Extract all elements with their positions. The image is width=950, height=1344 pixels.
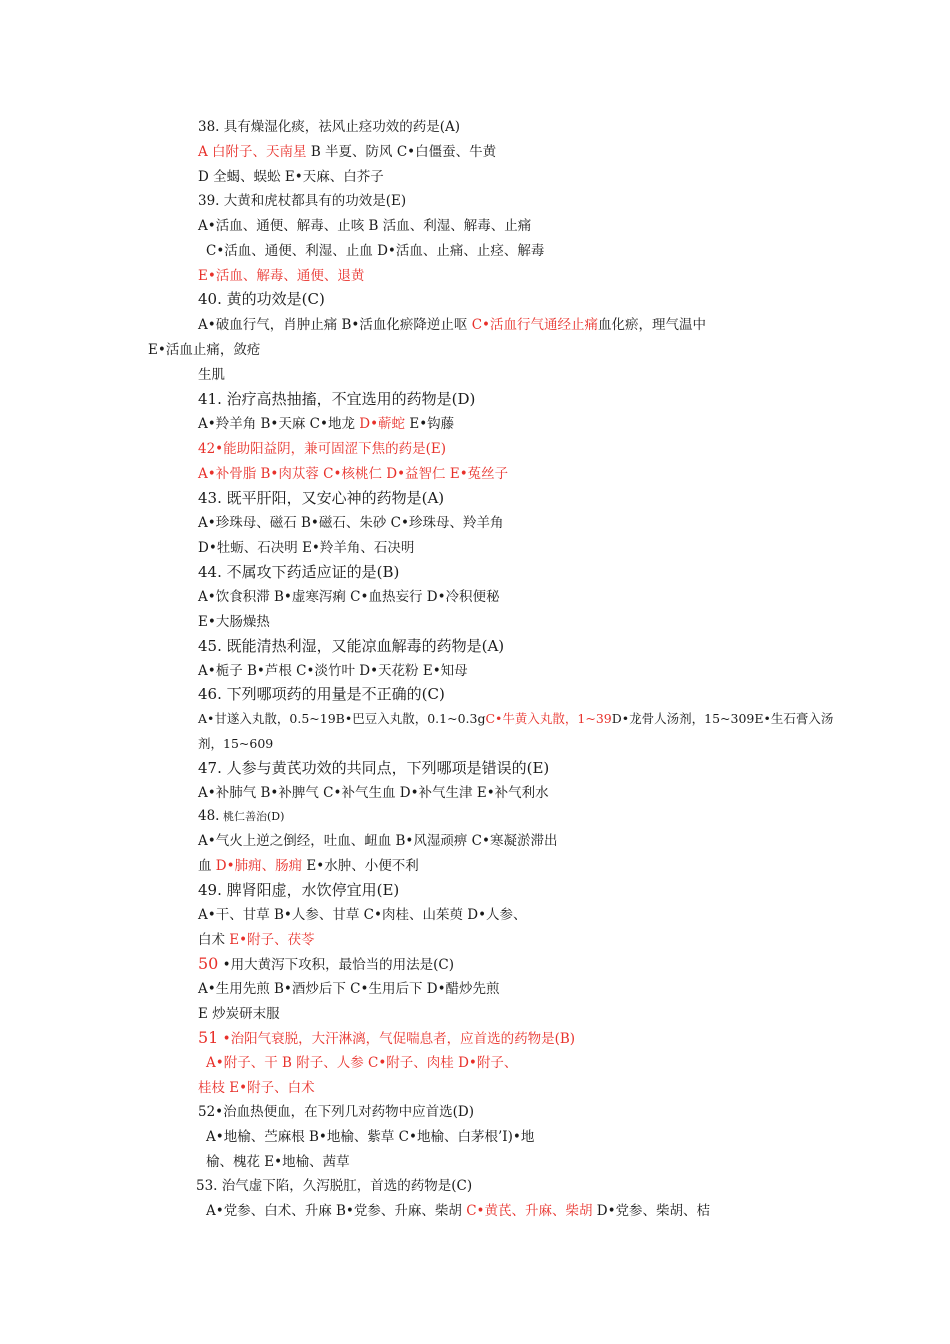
line-text: 40. 黄的功效是(C) <box>198 290 325 308</box>
line-text: •用大黄泻下攻积，最恰当的用法是(C) <box>218 957 454 973</box>
answer-text: C•黄芪、升麻、柴胡 <box>466 1203 593 1219</box>
text-line <box>206 242 766 260</box>
text-line <box>198 637 758 655</box>
line-text: 榆、槐花 E•地榆、茜草 <box>206 1154 350 1170</box>
text-line <box>198 710 834 728</box>
line-text: A•栀子 B•芦根 C•淡竹叶 D•天花粉 E•知母 <box>198 663 468 679</box>
line-text: D•党参、柴胡、桔 <box>592 1203 711 1219</box>
text-line <box>198 539 758 557</box>
answer-text: C•活血行气通经止痛 <box>471 317 598 333</box>
text-line <box>198 366 758 384</box>
text-line <box>198 168 758 186</box>
text-line <box>198 415 758 433</box>
text-line <box>198 784 758 802</box>
line-text: 39. 大黄和虎杖都具有的功效是(E) <box>198 193 407 209</box>
line-text: A•气火上逆之倒经，吐血、衄血 B•风湿顽痹 C•寒凝淤滞出 <box>198 833 558 849</box>
line-text: 白术 <box>198 932 230 948</box>
text-line <box>198 563 758 581</box>
text-line <box>198 290 758 308</box>
text-line <box>198 735 758 753</box>
line-text: B 半夏、防风 C•白僵蚕、牛黄 <box>306 144 497 160</box>
answer-text: 桂枝 E•附子、白术 <box>198 1080 315 1096</box>
text-line <box>198 1103 758 1121</box>
line-text: 48. <box>198 808 220 824</box>
line-text: 47. 人参与黄芪功效的共同点，下列哪项是错误的(E) <box>198 759 550 777</box>
line-text: 桃仁善治(D) <box>219 810 285 823</box>
line-text: 剂，15~609 <box>198 736 274 751</box>
text-line <box>198 1005 758 1023</box>
answer-text: E•附子、茯苓 <box>229 932 315 948</box>
line-text: A•补肺气 B•补脾气 C•补气生血 D•补气生津 E•补气利水 <box>198 785 549 801</box>
line-text: 血化瘀，理气温中 <box>597 317 706 333</box>
line-text: A•干、甘草 B•人参、甘草 C•肉桂、山茱萸 D•人参、 <box>198 907 527 923</box>
text-line <box>198 1029 758 1048</box>
line-text: A•地榆、苎麻根 B•地榆、紫草 C•地榆、白茅根’I)•地 <box>206 1129 535 1145</box>
text-line <box>198 807 758 826</box>
line-text: A•饮食积滞 B•虚寒泻痢 C•血热妄行 D•冷积便秘 <box>198 589 500 605</box>
line-text: 血 <box>198 858 216 874</box>
answer-text: A•附子、干 B 附子、人参 C•附子、肉桂 D•附子、 <box>206 1055 518 1071</box>
text-line <box>198 662 758 680</box>
line-text: 41. 治疗高热抽搐，不宜选用的药物是(D) <box>198 390 476 408</box>
line-text: D•龙骨人汤剂，15~309E•生石膏入汤 <box>611 711 834 726</box>
answer-text: •治阳气衰脱，大汗淋漓，气促喘息者，应首选的药物是(B) <box>218 1031 576 1047</box>
answer-text: D•肺痈、肠痈 <box>215 858 303 874</box>
line-text: C•活血、通便、利湿、止血 D•活血、止痛、止痉、解毒 <box>206 243 545 259</box>
text-line <box>198 390 758 408</box>
line-text: E•钩藤 <box>405 416 455 432</box>
line-text: 49. 脾肾阳虚，水饮停宜用(E) <box>198 881 400 899</box>
line-text: A•破血行气，肖肿止痛 B•活血化瘀降逆止呕 <box>198 317 472 333</box>
text-line <box>198 192 758 210</box>
answer-text: A 白附子、天南星 <box>198 144 307 160</box>
text-line <box>206 1202 766 1220</box>
text-line <box>206 1128 766 1146</box>
line-text: D•牡蛎、石决明 E•羚羊角、石决明 <box>198 540 415 556</box>
line-text: 53. 治气虚下陷，久泻脱肛，首选的药物是(C) <box>196 1178 473 1194</box>
line-text: 生肌 <box>198 367 225 383</box>
text-line <box>198 1079 758 1097</box>
answer-text: 51 <box>198 1028 219 1047</box>
answer-text: D•蕲蛇 <box>359 416 406 432</box>
line-text: 45. 既能清热利湿，又能凉血解毒的药物是(A) <box>198 637 505 655</box>
text-line <box>198 613 758 631</box>
line-text: A•活血、通便、解毒、止咳 B 活血、利湿、解毒、止痛 <box>198 218 532 234</box>
answer-text: 42•能助阳益阴，兼可固涩下焦的药是(E) <box>198 441 447 457</box>
text-line <box>198 685 758 703</box>
line-text: A•羚羊角 B•天麻 C•地龙 <box>198 416 360 432</box>
text-line <box>206 1054 766 1072</box>
line-text: A•党参、白术、升麻 B•党参、升麻、柴胡 <box>206 1203 467 1219</box>
answer-text: E•活血、解毒、通便、退黄 <box>198 268 365 284</box>
text-line <box>198 759 758 777</box>
line-text: E•水肿、小便不利 <box>302 858 419 874</box>
text-line <box>198 143 758 161</box>
text-line <box>196 1177 756 1195</box>
text-line <box>198 440 758 458</box>
text-line <box>198 588 758 606</box>
answer-text: A•补骨脂 B•肉苁蓉 C•核桃仁 D•益智仁 E•菟丝子 <box>198 466 509 482</box>
line-text: E•活血止痛，敛疮 <box>148 342 261 358</box>
text-line <box>198 267 758 285</box>
line-text: A•甘遂入丸散，0.5~19B•巴豆入丸散，0.1~0.3g <box>198 711 486 726</box>
text-line <box>198 217 758 235</box>
text-line <box>198 881 758 899</box>
line-text: E•大肠燥热 <box>198 614 270 630</box>
text-line <box>198 931 758 949</box>
text-line <box>198 514 758 532</box>
text-line <box>198 857 758 875</box>
text-line <box>198 955 758 974</box>
text-line <box>198 832 758 850</box>
answer-text: C•牛黄入丸散，1~39 <box>485 711 612 726</box>
line-text: 44. 不属攻下药适应证的是(B) <box>198 563 400 581</box>
line-text: 38. 具有燥湿化痰，祛风止痉功效的药是(A) <box>198 119 461 135</box>
line-text: D 全蝎、蜈蚣 E•天麻、白芥子 <box>198 169 384 185</box>
text-line <box>198 118 758 136</box>
text-line <box>198 980 758 998</box>
line-text: A•生用先煎 B•酒炒后下 C•生用后下 D•醋炒先煎 <box>198 981 500 997</box>
text-line <box>198 906 758 924</box>
answer-text: 50 <box>198 954 219 973</box>
line-text: 52•治血热便血，在下列几对药物中应首选(D) <box>198 1104 474 1120</box>
text-line <box>206 1153 766 1171</box>
text-line <box>198 316 758 334</box>
text-line <box>148 341 708 359</box>
line-text: E 炒炭研末服 <box>198 1006 280 1022</box>
text-line <box>198 465 758 483</box>
line-text: 46. 下列哪项药的用量是不正确的(C) <box>198 685 445 703</box>
line-text: 43. 既平肝阳，又安心神的药物是(A) <box>198 489 445 507</box>
text-line <box>198 489 758 507</box>
line-text: A•珍珠母、磁石 B•磁石、朱砂 C•珍珠母、羚羊角 <box>198 515 504 531</box>
